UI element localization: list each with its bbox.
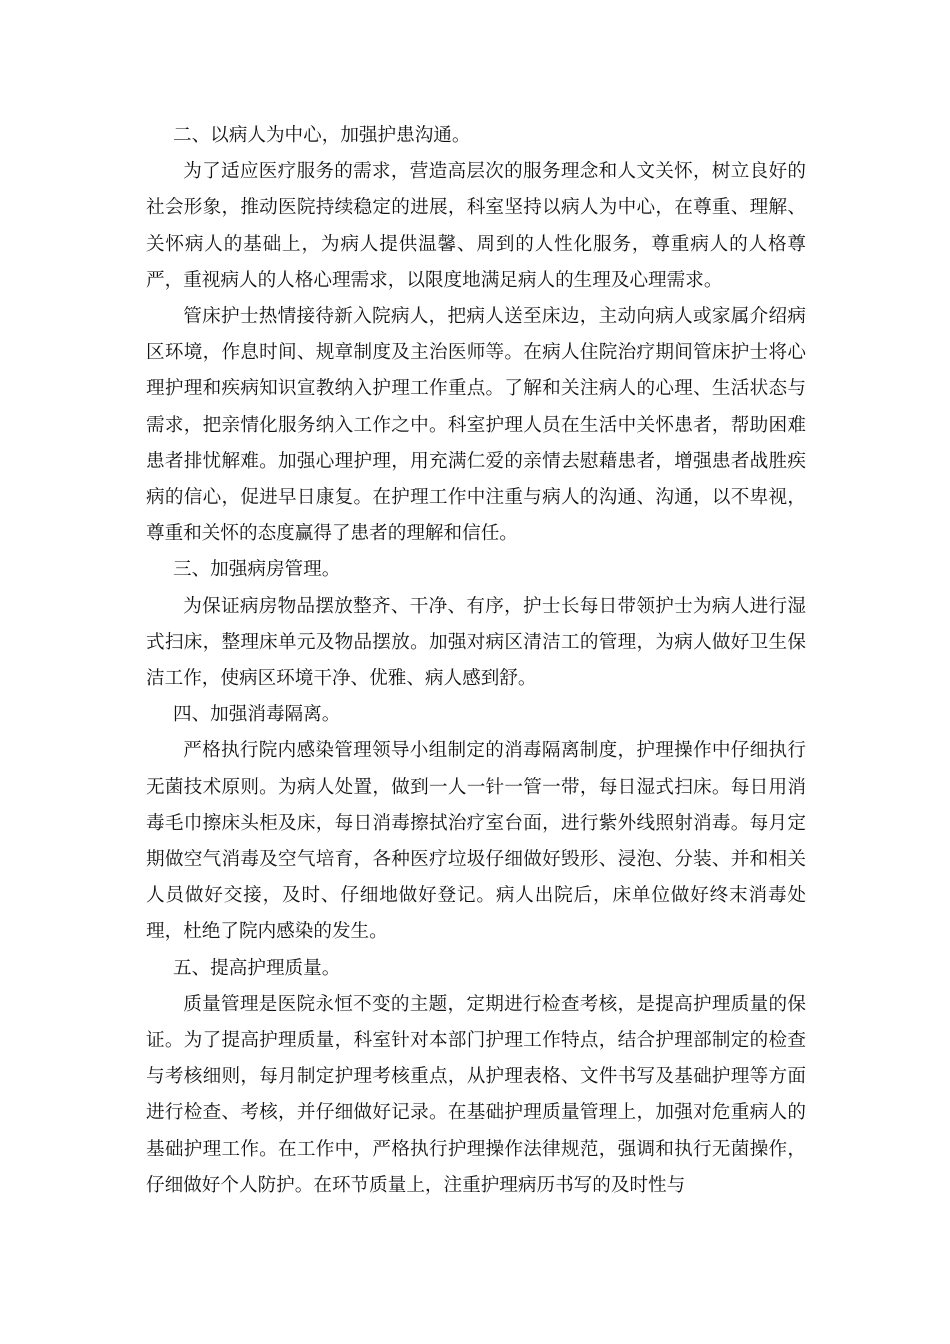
- paragraph-patient-centered-2: 管床护士热情接待新入院病人，把病人送至床边，主动向病人或家属介绍病区环境，作息时间、规章制度及主治医师等。在病人住院治疗期间管床护士将心理护理和疾病知识宣教纳入护理工作重点。了解和关注病人的心理、生活状态与需求，把亲情化服务纳入工作之中。科室护理人员在生活中关怀患者，帮助困难患者排忧解难。加强心理护理，用充满仁爱的亲情去慰藉患者，增强患者战胜疾病的信心，促进早日康复。在护理工作中注重与病人的沟通、沟通，以不卑视，尊重和关怀的态度赢得了患者的理解和信任。: [146, 306, 806, 545]
- section-heading-patient-centered: 二、以病人为中心，加强护患沟通。: [172, 125, 471, 146]
- section-heading-disinfection: 四、加强消毒隔离。: [172, 704, 341, 726]
- section-heading-quality: 五、提高护理质量。: [172, 957, 341, 979]
- paragraph-ward-management-1: 为保证病房物品摆放整齐、干净、有序，护士长每日带领护士为病人进行湿式扫床，整理床单元及物品摆放。加强对病区清洁工的管理，为病人做好卫生保洁工作，使病区环境干净、优雅、病人感到舒。: [146, 595, 806, 690]
- paragraph-patient-centered-1: 为了适应医疗服务的需求，营造高层次的服务理念和人文关怀，树立良好的社会形象，推动医院持续稳定的进展，科室坚持以病人为中心，在尊重、理解、关怀病人的基础上，为病人提供温馨、周到的人性化服务，尊重病人的人格尊严，重视病人的人格心理需求，以限度地满足病人的生理及心理需求。: [146, 161, 806, 291]
- document-body: [146, 118, 806, 1204]
- paragraph-disinfection-1: 严格执行院内感染管理领导小组制定的消毒隔离制度，护理操作中仔细执行无菌技术原则。为病人处置，做到一人一针一管一带，每日湿式扫床。每日用消毒毛巾擦床头柜及床，每日消毒擦拭治疗室台面，进行紫外线照射消毒。每月定期做空气消毒及空气培育，各种医疗垃圾仔细做好毁形、浸泡、分装、并和相关人员做好交接，及时、仔细地做好登记。病人出院后，床单位做好终末消毒处理，杜绝了院内感染的发生。: [146, 740, 806, 943]
- paragraph-quality-1: 质量管理是医院永恒不变的主题，定期进行检查考核，是提高护理质量的保证。为了提高护理质量，科室针对本部门护理工作特点，结合护理部制定的检查与考核细则，每月制定护理考核重点，从护理表格、文件书写及基础护理等方面进行检查、考核，并仔细做好记录。在基础护理质量管理上，加强对危重病人的基础护理工作。在工作中，严格执行护理操作法律规范，强调和执行无菌操作，仔细做好个人防护。在环节质量上，注重护理病历书写的及时性与: [146, 993, 806, 1196]
- section-heading-ward-management: 三、加强病房管理。: [172, 559, 341, 581]
